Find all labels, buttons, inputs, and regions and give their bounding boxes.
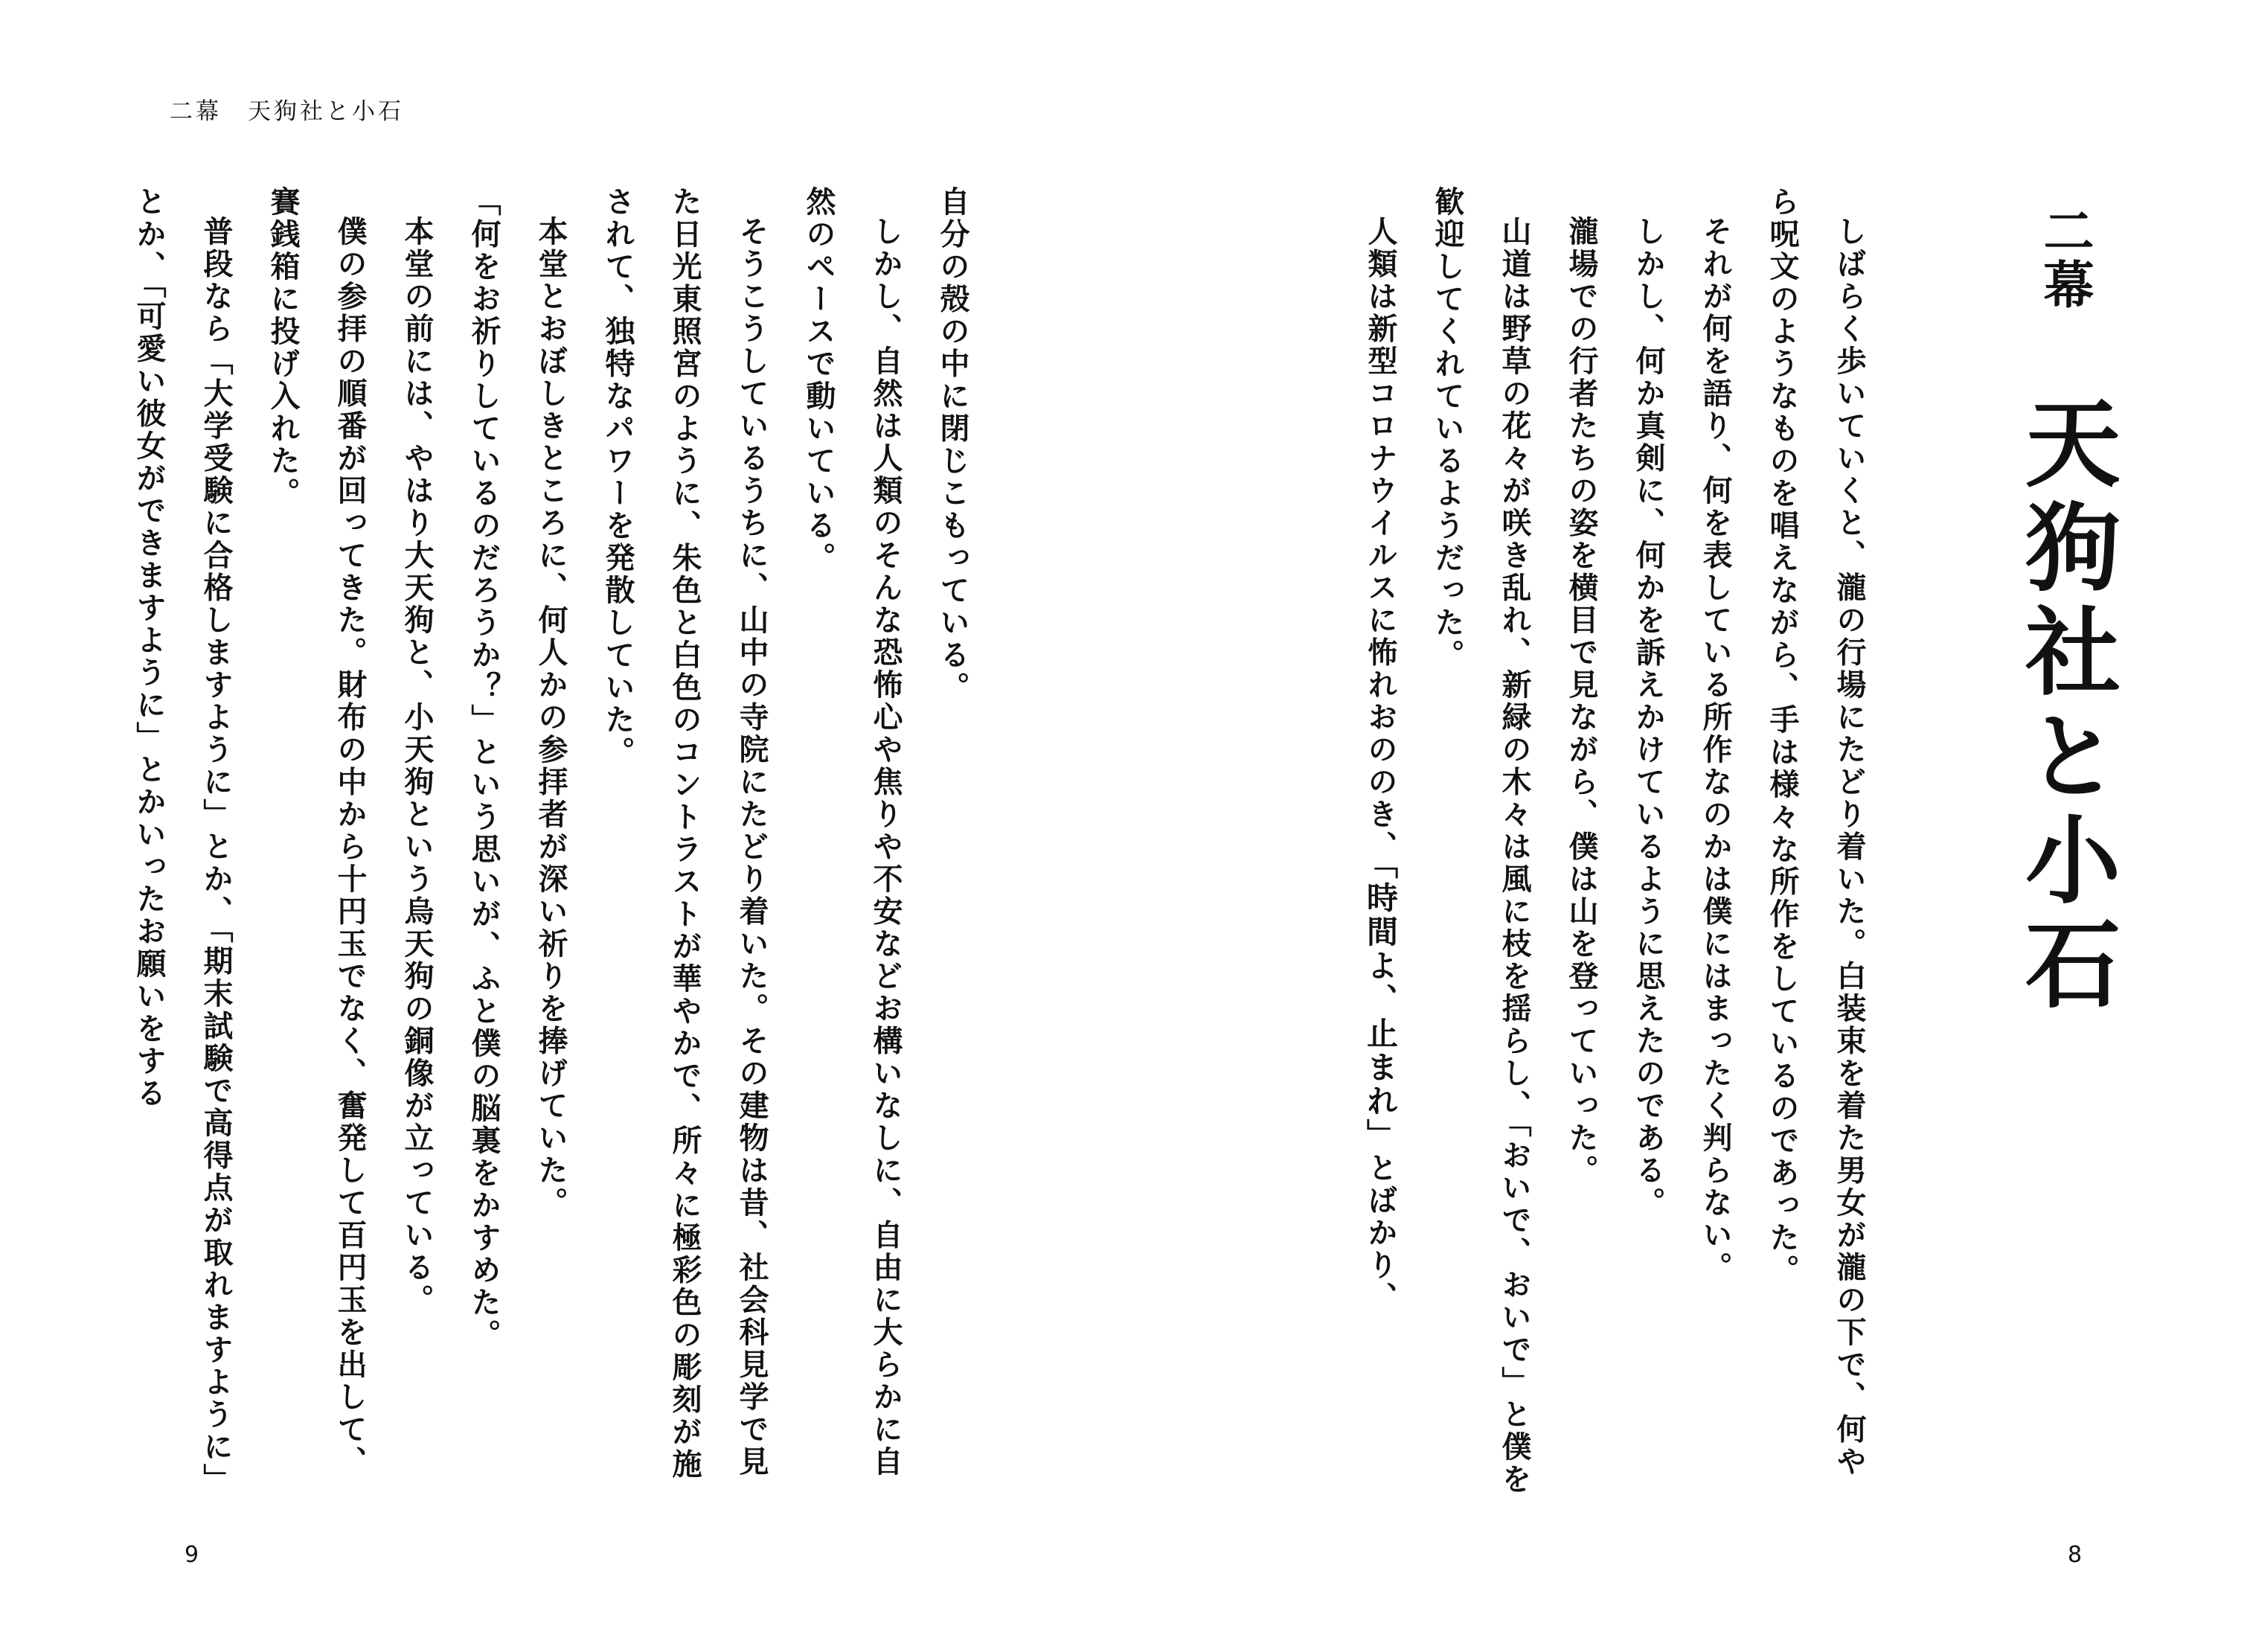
right-page: [1125, 0, 2250, 1652]
chapter-title: 天狗社と小石: [2009, 394, 2121, 1019]
paragraph: しばらく歩いていくと、瀧の行場にたどり着いた。白装束を着た男女が瀧の下で、何やら呪文のようなものを唱えながら、手は様々な所作をしているのであった。: [1765, 186, 1866, 1479]
paragraph: そうこうしているうちに、山中の寺院にたどり着いた。その建物は昔、社会科見学で見た日光東照宮のように、朱色と白色のコントラストが華やかで、所々に極彩色の彫刻が施されて、独特なパワーを発散していた。: [600, 186, 769, 1481]
page-number: 9: [185, 1542, 199, 1568]
paragraph-text: 人類は新型コロナウイルスに怖れおののき、: [1363, 216, 1397, 863]
paragraph-text: とばかり、: [1363, 1152, 1397, 1314]
paragraph: 本堂とおぼしきところに、何人かの参拝者が深い祈りを捧げていた。: [533, 216, 568, 1220]
paragraph: 瀧場での行者たちの姿を横目で見ながら、僕は山を登っていった。: [1564, 216, 1598, 1187]
paragraph: [1347, 186, 1414, 1503]
page-number: 8: [2068, 1542, 2083, 1568]
paragraph: 山道は野草の花々が咲き乱れ、新緑の木々は風に枝を揺らし、「おいで、おいで」と僕を歓迎してくれているようだった。: [1430, 186, 1531, 1496]
left-page-body: [130, 186, 986, 1503]
chapter-number: 二幕: [2035, 205, 2094, 312]
paragraph: しかし、何か真剣に、何かを訴えかけているように思えたのである。: [1631, 216, 1665, 1220]
running-head: 二幕 天狗社と小石: [170, 98, 404, 125]
paragraph: 普段なら「大学受験に合格しますように」とか、「期末試験で高得点が取れますように」とか、「可愛い彼女ができますように」とかいったお願いをする: [132, 186, 233, 1496]
chapter-heading: [1984, 205, 2133, 1098]
right-page-body: [1280, 186, 1882, 1503]
paragraph: 僕の参拝の順番が回ってきた。財布の中から十円玉でなく、奮発して百円玉を出して、賽銭箱に投げ入れた。: [266, 186, 367, 1479]
paragraph: それが何を語り、何を表している所作なのかは僕にはまったく判らない。: [1698, 216, 1732, 1284]
paragraph: 「何をお祈りしているのだろうか？」という思いが、ふと僕の脳裏をかすめた。: [467, 186, 501, 1351]
paragraph: 本堂の前には、やはり大天狗と、小天狗という烏天狗の銅像が立っている。: [400, 216, 434, 1316]
paragraph: 自分の殻の中に閉じこもっている。: [935, 186, 969, 704]
emphasized-quote: 「時間よ、止まれ」: [1362, 863, 1399, 1153]
paragraph: しかし、自然は人類のそんな恐怖心や焦りや不安などお構いなしに、自由に大らかに自然のペースで動いている。: [801, 186, 903, 1479]
